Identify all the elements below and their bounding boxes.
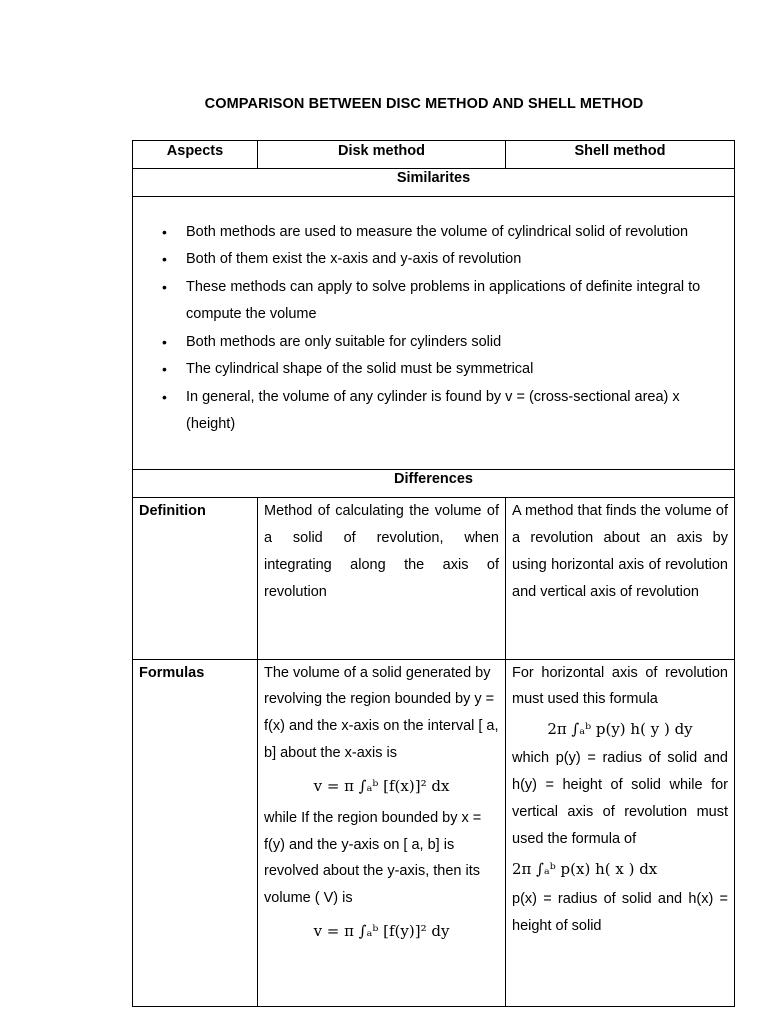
- shell-formula-x: 2π ∫ₐᵇ p(x) h( x ) dx: [512, 860, 658, 879]
- differences-heading: Differences: [133, 470, 735, 498]
- shell-intro-text: For horizontal axis of revolution must used this formula: [512, 664, 728, 708]
- definition-row: [133, 498, 735, 659]
- shell-end-text: p(x) = radius of solid and h(x) = height of solid: [512, 891, 728, 935]
- similarities-cell: [133, 197, 735, 470]
- similarities-heading: Similarites: [133, 169, 735, 197]
- formulas-row: [133, 659, 735, 1006]
- definition-disk: [258, 498, 506, 659]
- bullet-icon: •: [162, 278, 167, 295]
- comparison-table: [132, 140, 735, 1007]
- header-row: [133, 141, 735, 169]
- list-item: • In general, the volume of any cylinder is found by v = (cross-sectional area) x (height): [161, 384, 734, 439]
- bullet-icon: •: [162, 361, 167, 378]
- bullet-icon: •: [162, 388, 167, 405]
- disk-formula-x: v = π ∫ₐᵇ [f(x)]² dx: [313, 776, 450, 795]
- list-item: • These methods can apply to solve problems in applications of definite integral to compute the volume: [161, 274, 734, 329]
- definition-disk-text: Method of calculating the volume of a solid of revolution, when integrating along the axis of revolution: [264, 503, 499, 600]
- list-item: • The cylindrical shape of the solid must be symmetrical: [161, 356, 734, 383]
- formulas-disk: [258, 659, 506, 1006]
- list-item: • Both of them exist the x-axis and y-axis of revolution: [161, 246, 734, 273]
- disk-middle-text: while If the region bounded by x = f(y) and the y-axis on [ a, b] is revolved about the y-axis, then its volume ( V) is: [264, 809, 482, 907]
- bullet-icon: •: [162, 251, 167, 268]
- document-title: COMPARISON BETWEEN DISC METHOD AND SHELL METHOD: [204, 96, 644, 112]
- disk-intro-text: The volume of a solid generated by revolving the region bounded by y = f(x) and the x-axis on the interval [ a, b] about the x-axis is: [264, 664, 499, 761]
- definition-label: Definition: [133, 498, 258, 659]
- header-disk: Disk method: [258, 141, 506, 169]
- similarities-list: [133, 219, 734, 438]
- similarities-heading-row: [133, 169, 735, 197]
- formulas-label: Formulas: [133, 659, 258, 1006]
- similarities-row: [133, 197, 735, 470]
- list-item: • Both methods are used to measure the volume of cylindrical solid of revolution: [161, 219, 734, 246]
- header-shell: Shell method: [506, 141, 735, 169]
- shell-formula-y: 2π ∫ₐᵇ p(y) h( y ) dy: [547, 720, 693, 739]
- definition-shell-text: A method that finds the volume of a revolution about an axis by using horizontal axis of revolution and vertical axis of revolution: [512, 503, 728, 600]
- shell-middle-text: which p(y) = radius of solid and h(y) = height of solid while for vertical axis of revolution must used the formula of: [512, 750, 728, 847]
- bullet-icon: •: [162, 224, 167, 241]
- bullet-icon: •: [162, 333, 167, 350]
- header-aspects: Aspects: [133, 141, 258, 169]
- definition-shell: [506, 498, 735, 659]
- formulas-shell: [506, 659, 735, 1006]
- list-item: • Both methods are only suitable for cylinders solid: [161, 329, 734, 356]
- disk-formula-y: v = π ∫ₐᵇ [f(y)]² dy: [313, 921, 450, 940]
- differences-heading-row: [133, 470, 735, 498]
